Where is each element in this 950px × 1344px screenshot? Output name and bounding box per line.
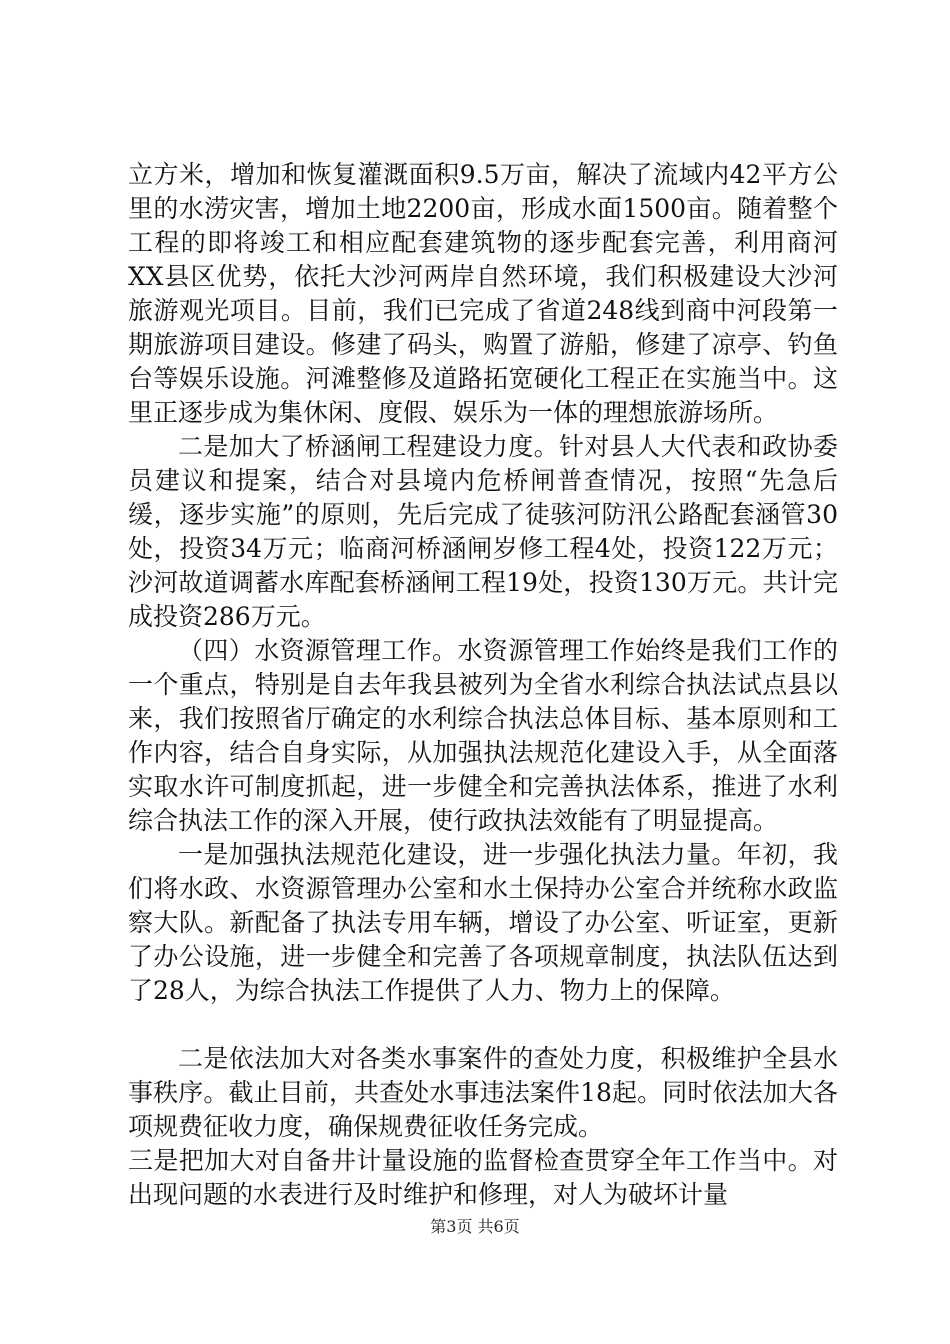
paragraph-bridge-culvert: 二是加大了桥涵闸工程建设力度。针对县人大代表和政协委员建议和提案，结合对县境内危桥闸普查情况，按照“先急后缓，逐步实施”的原则，先后完成了徒骇河防汛公路配套涵管30处，投资34万元；临商河桥涵闸岁修工程4处，投资122万元；沙河故道调蓄水库配套桥涵闸工程19处，投资130万元。共计完成投资286万元。	[128, 432, 838, 631]
page-number-footer: 第3页 共6页	[430, 1217, 520, 1236]
document-body	[128, 158, 838, 1212]
paragraph-tourism: 立方米，增加和恢复灌溉面积9.5万亩，解决了流域内42平方公里的水涝灾害，增加土地2200亩，形成水面1500亩。随着整个工程的即将竣工和相应配套建筑物的逐步配套完善，利用商河XX县区优势，依托大沙河两岸自然环境，我们积极建设大沙河旅游观光项目。目前，我们已完成了省道248线到商中河段第一期旅游项目建设。修建了码头，购置了游船，修建了凉亭、钓鱼台等娱乐设施。河滩整修及道路拓宽硬化工程正在实施当中。这里正逐步成为集休闲、度假、娱乐为一体的理想旅游场所。	[128, 160, 838, 427]
paragraph-gap	[128, 1008, 838, 1042]
paragraph-case-handling: 二是依法加大对各类水事案件的查处力度，积极维护全县水事秩序。截止目前，共查处水事违法案件18起。同时依法加大各项规费征收力度，确保规费征收任务完成。	[128, 1044, 838, 1141]
paragraph-water-resources: （四）水资源管理工作。水资源管理工作始终是我们工作的一个重点，特别是自去年我县被列为全省水利综合执法试点县以来，我们按照省厅确定的水利综合执法总体目标、基本原则和工作内容，结合自身实际，从加强执法规范化建设入手，从全面落实取水许可制度抓起，进一步健全和完善执法体系，推进了水利综合执法工作的深入开展，使行政执法效能有了明显提高。	[128, 636, 838, 835]
paragraph-well-metering: 三是把加大对自备井计量设施的监督检查贯穿全年工作当中。对出现问题的水表进行及时维护和修理，对人为破坏计量	[128, 1146, 838, 1209]
paragraph-law-enforcement: 一是加强执法规范化建设，进一步强化执法力量。年初，我们将水政、水资源管理办公室和水土保持办公室合并统称水政监察大队。新配备了执法专用车辆，增设了办公室、听证室，更新了办公设施，进一步健全和完善了各项规章制度，执法队伍达到了28人，为综合执法工作提供了人力、物力上的保障。	[128, 840, 838, 1005]
